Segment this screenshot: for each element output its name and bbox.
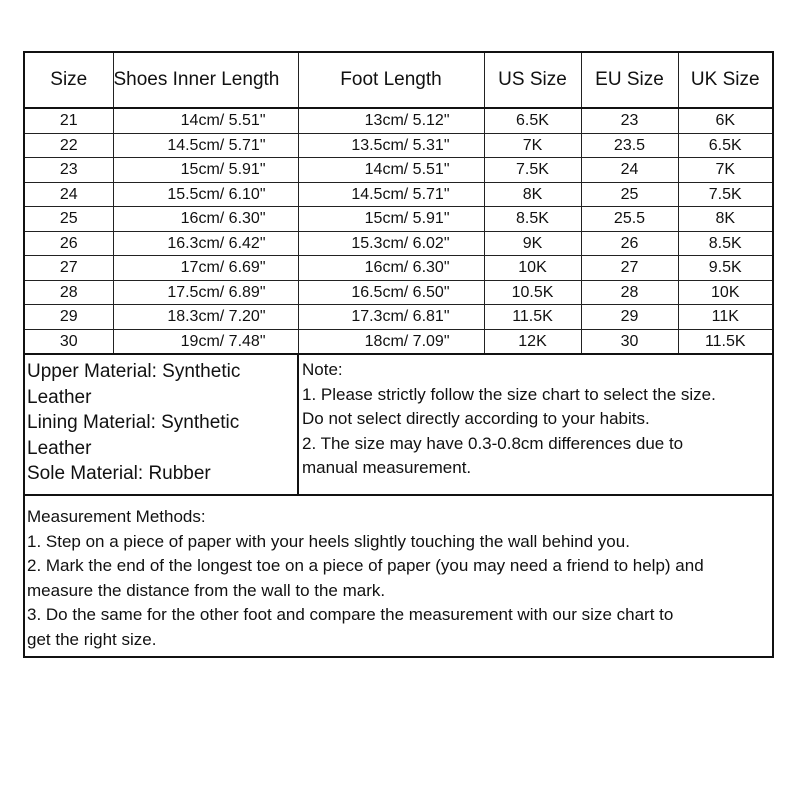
header-uk-size: UK Size (678, 53, 772, 108)
sole-material-line: Sole Material: Rubber (27, 463, 211, 484)
table-row (25, 305, 772, 330)
size-cell: 30 (25, 329, 113, 354)
eu-size-cell: 25 (581, 182, 678, 207)
foot-length-cell: 16cm/ 6.30" (298, 256, 484, 281)
foot-length-cell: 14.5cm/ 5.71" (298, 182, 484, 207)
size-cell: 22 (25, 133, 113, 158)
inner-length-cell: 15.5cm/ 6.10" (113, 182, 298, 207)
note-line: manual measurement. (302, 458, 472, 477)
note-line: 1. Please strictly follow the size chart to select the size. (302, 384, 716, 404)
size-cell: 27 (25, 256, 113, 281)
note-box (299, 355, 772, 494)
eu-size-cell: 24 (581, 158, 678, 183)
foot-length-cell: 13.5cm/ 5.31" (298, 133, 484, 158)
methods-step: 2. Mark the end of the longest toe on a piece of paper (you may need a friend to help) and (27, 556, 704, 575)
eu-size-cell: 26 (581, 231, 678, 256)
inner-length-cell: 16cm/ 6.30" (113, 207, 298, 232)
eu-size-cell: 27 (581, 256, 678, 281)
size-cell: 21 (25, 108, 113, 133)
inner-length-cell: 16.3cm/ 6.42" (113, 231, 298, 256)
lining-material-line: Lining Material: Synthetic (27, 412, 240, 433)
us-size-cell: 10.5K (484, 280, 581, 305)
uk-size-cell: 7K (678, 158, 772, 183)
us-size-cell: 7.5K (484, 158, 581, 183)
upper-material-line-cont: Leather (27, 386, 92, 408)
note-line: 2. The size may have 0.3-0.8cm differences due to (302, 433, 684, 453)
foot-length-cell: 13cm/ 5.12" (298, 108, 484, 133)
uk-size-cell: 11.5K (678, 329, 772, 354)
eu-size-cell: 23.5 (581, 133, 678, 158)
methods-step: get the right size. (27, 629, 157, 649)
eu-size-cell: 29 (581, 305, 678, 330)
eu-size-cell: 28 (581, 280, 678, 305)
inner-length-cell: 15cm/ 5.91" (113, 158, 298, 183)
header-eu-size: EU Size (581, 53, 678, 108)
inner-length-cell: 17.5cm/ 6.89" (113, 280, 298, 305)
us-size-cell: 9K (484, 231, 581, 256)
table-row (25, 207, 772, 232)
measurement-methods (25, 496, 772, 652)
us-size-cell: 7K (484, 133, 581, 158)
foot-length-cell: 14cm/ 5.51" (298, 158, 484, 183)
table-row (25, 158, 772, 183)
size-cell: 29 (25, 305, 113, 330)
inner-length-cell: 14cm/ 5.51" (113, 108, 298, 133)
foot-length-cell: 16.5cm/ 6.50" (298, 280, 484, 305)
foot-length-cell: 15cm/ 5.91" (298, 207, 484, 232)
size-chart (23, 51, 774, 658)
table-row (25, 280, 772, 305)
inner-length-cell: 19cm/ 7.48" (113, 329, 298, 354)
eu-size-cell: 23 (581, 108, 678, 133)
uk-size-cell: 10K (678, 280, 772, 305)
info-section (25, 355, 772, 496)
table-row (25, 182, 772, 207)
size-cell: 26 (25, 231, 113, 256)
methods-title: Measurement Methods: (27, 507, 206, 526)
size-cell: 28 (25, 280, 113, 305)
methods-step: 1. Step on a piece of paper with your heels slightly touching the wall behind you. (27, 531, 630, 551)
eu-size-cell: 30 (581, 329, 678, 354)
foot-length-cell: 15.3cm/ 6.02" (298, 231, 484, 256)
inner-length-cell: 14.5cm/ 5.71" (113, 133, 298, 158)
note-line: Do not select directly according to your habits. (302, 409, 650, 428)
foot-length-cell: 18cm/ 7.09" (298, 329, 484, 354)
uk-size-cell: 8K (678, 207, 772, 232)
note-title: Note: (302, 360, 343, 379)
us-size-cell: 10K (484, 256, 581, 281)
foot-length-cell: 17.3cm/ 6.81" (298, 305, 484, 330)
lining-material-line-cont: Leather (27, 437, 92, 459)
table-row (25, 231, 772, 256)
header-size: Size (25, 53, 113, 108)
header-foot-length: Foot Length (298, 53, 484, 108)
uk-size-cell: 6.5K (678, 133, 772, 158)
materials-box (25, 355, 299, 494)
upper-material-line: Upper Material: Synthetic (27, 361, 241, 382)
uk-size-cell: 6K (678, 108, 772, 133)
us-size-cell: 8.5K (484, 207, 581, 232)
inner-length-cell: 18.3cm/ 7.20" (113, 305, 298, 330)
uk-size-cell: 9.5K (678, 256, 772, 281)
us-size-cell: 6.5K (484, 108, 581, 133)
us-size-cell: 8K (484, 182, 581, 207)
table-row (25, 329, 772, 354)
uk-size-cell: 8.5K (678, 231, 772, 256)
size-table (25, 53, 772, 355)
table-header-row (25, 53, 772, 108)
inner-length-cell: 17cm/ 6.69" (113, 256, 298, 281)
eu-size-cell: 25.5 (581, 207, 678, 232)
table-row (25, 133, 772, 158)
table-row (25, 256, 772, 281)
us-size-cell: 11.5K (484, 305, 581, 330)
size-cell: 25 (25, 207, 113, 232)
size-cell: 23 (25, 158, 113, 183)
uk-size-cell: 11K (678, 305, 772, 330)
size-cell: 24 (25, 182, 113, 207)
methods-step: 3. Do the same for the other foot and compare the measurement with our size chart to (27, 605, 674, 624)
us-size-cell: 12K (484, 329, 581, 354)
methods-step: measure the distance from the wall to the mark. (27, 580, 386, 600)
table-row (25, 108, 772, 133)
header-us-size: US Size (484, 53, 581, 108)
uk-size-cell: 7.5K (678, 182, 772, 207)
header-shoes-inner-length: Shoes Inner Length (113, 53, 298, 108)
